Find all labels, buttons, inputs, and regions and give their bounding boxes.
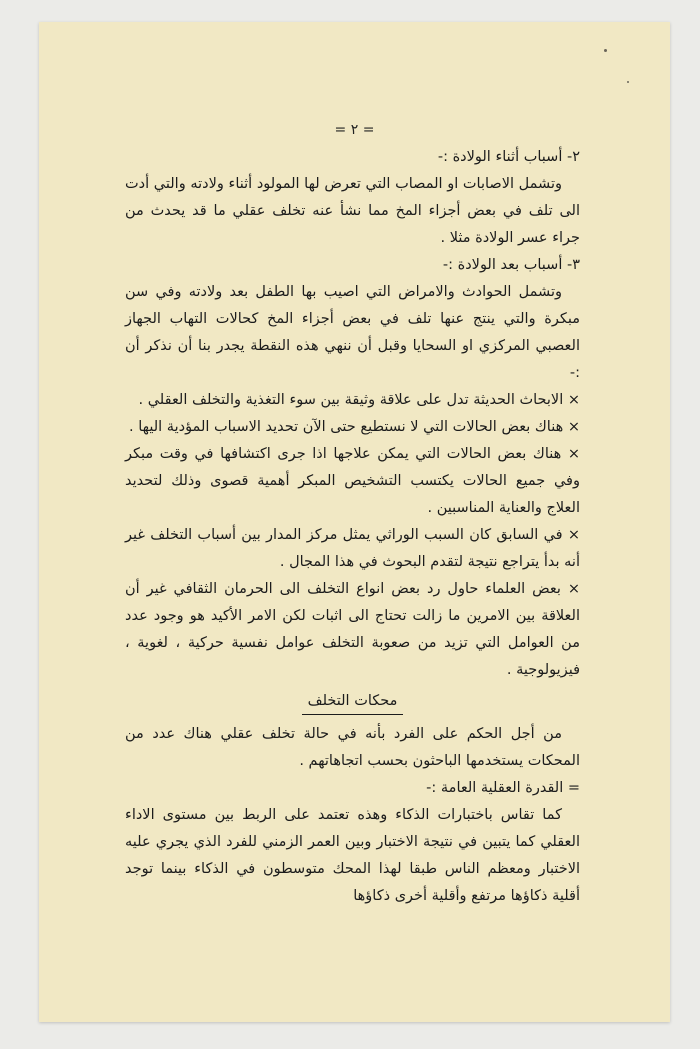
heading-causes-during-birth: ٢- أسباب أثناء الولادة :- — [437, 149, 580, 165]
paragraph-intelligence-tests: كما تقاس باختبارات الذكاء وهذه تعتمد على الربط بين مستوى الاداء العقلي كما يتبين في نتيجة الاختبار وبين العمر الزمني للفرد الذي يجري عليه الاختبار ومعظم الناس طبقا لهذا المحك متوسطون في الذكاء بينما توجد أقلية ذكاؤها مرتفع وأقلية أخرى ذكاؤها — [125, 807, 580, 904]
page-number: = ٢ = — [334, 122, 375, 138]
section-title-text: محكات التخلف — [302, 689, 404, 715]
paper-mark — [627, 81, 629, 83]
paragraph-during-birth: وتشمل الاصابات او المصاب التي تعرض لها المولود أثناء ولادته والتي أدت الى تلف في بعض أجزاء المخ مما نشأ عنه تخلف عقلي ما قد يحدث من جراء عسر الولادة مثلا . — [125, 176, 580, 246]
bullet-item: × هناك بعض الحالات التي يمكن علاجها اذا جرى اكتشافها في وقت مبكر وفي جميع الحالات يكتسب التشخيص المبكر أهمية قصوى وذلك لتحديد العلاج والعناية المناسبين . — [125, 446, 580, 516]
document-page — [39, 22, 670, 1022]
heading-causes-after-birth: ٣- أسباب بعد الولادة :- — [442, 257, 580, 273]
bullet-item: × هناك بعض الحالات التي لا نستطيع حتى الآن تحديد الاسباب المؤدية اليها . — [129, 419, 580, 435]
paragraph-criteria-intro: من أجل الحكم على الفرد بأنه في حالة تخلف عقلي هناك عدد من المحكات يستخدمها الباحثون بحسب اتجاهاتهم . — [125, 726, 580, 769]
subheading-general-mental-ability: = القدرة العقلية العامة :- — [426, 780, 580, 796]
section-title-criteria — [125, 688, 580, 715]
bullet-item: × بعض العلماء حاول رد بعض انواع التخلف الى الحرمان الثقافي غير أن العلاقة بين الامرين ما زالت تحتاج الى اثبات لكن الامر الأكيد هو وجود عدد من العوامل التي تزيد من صعوبة التخلف عوامل نفسية حركية ، لغوية ، فيزيولوجية . — [125, 581, 580, 678]
paragraph-after-birth: وتشمل الحوادث والامراض التي اصيب بها الطفل بعد ولادته وفي سن مبكرة والتي ينتج عنها تلف في بعض أجزاء المخ كحالات التهاب الجهاز العصبي المركزي او السحايا وقبل أن ننهي هذه النقطة يجدر بنا أن نذكر أن :- — [125, 284, 580, 381]
bullet-item: × في السابق كان السبب الوراثي يمثل مركز المدار بين أسباب التخلف غير أنه بدأ يتراجع نتيجة لتقدم البحوث في هذا المجال . — [125, 527, 580, 570]
bullet-item: × الابحاث الحديثة تدل على علاقة وثيقة بين سوء التغذية والتخلف العقلي . — [138, 392, 580, 408]
document-body — [125, 144, 580, 910]
paper-mark — [604, 49, 607, 52]
